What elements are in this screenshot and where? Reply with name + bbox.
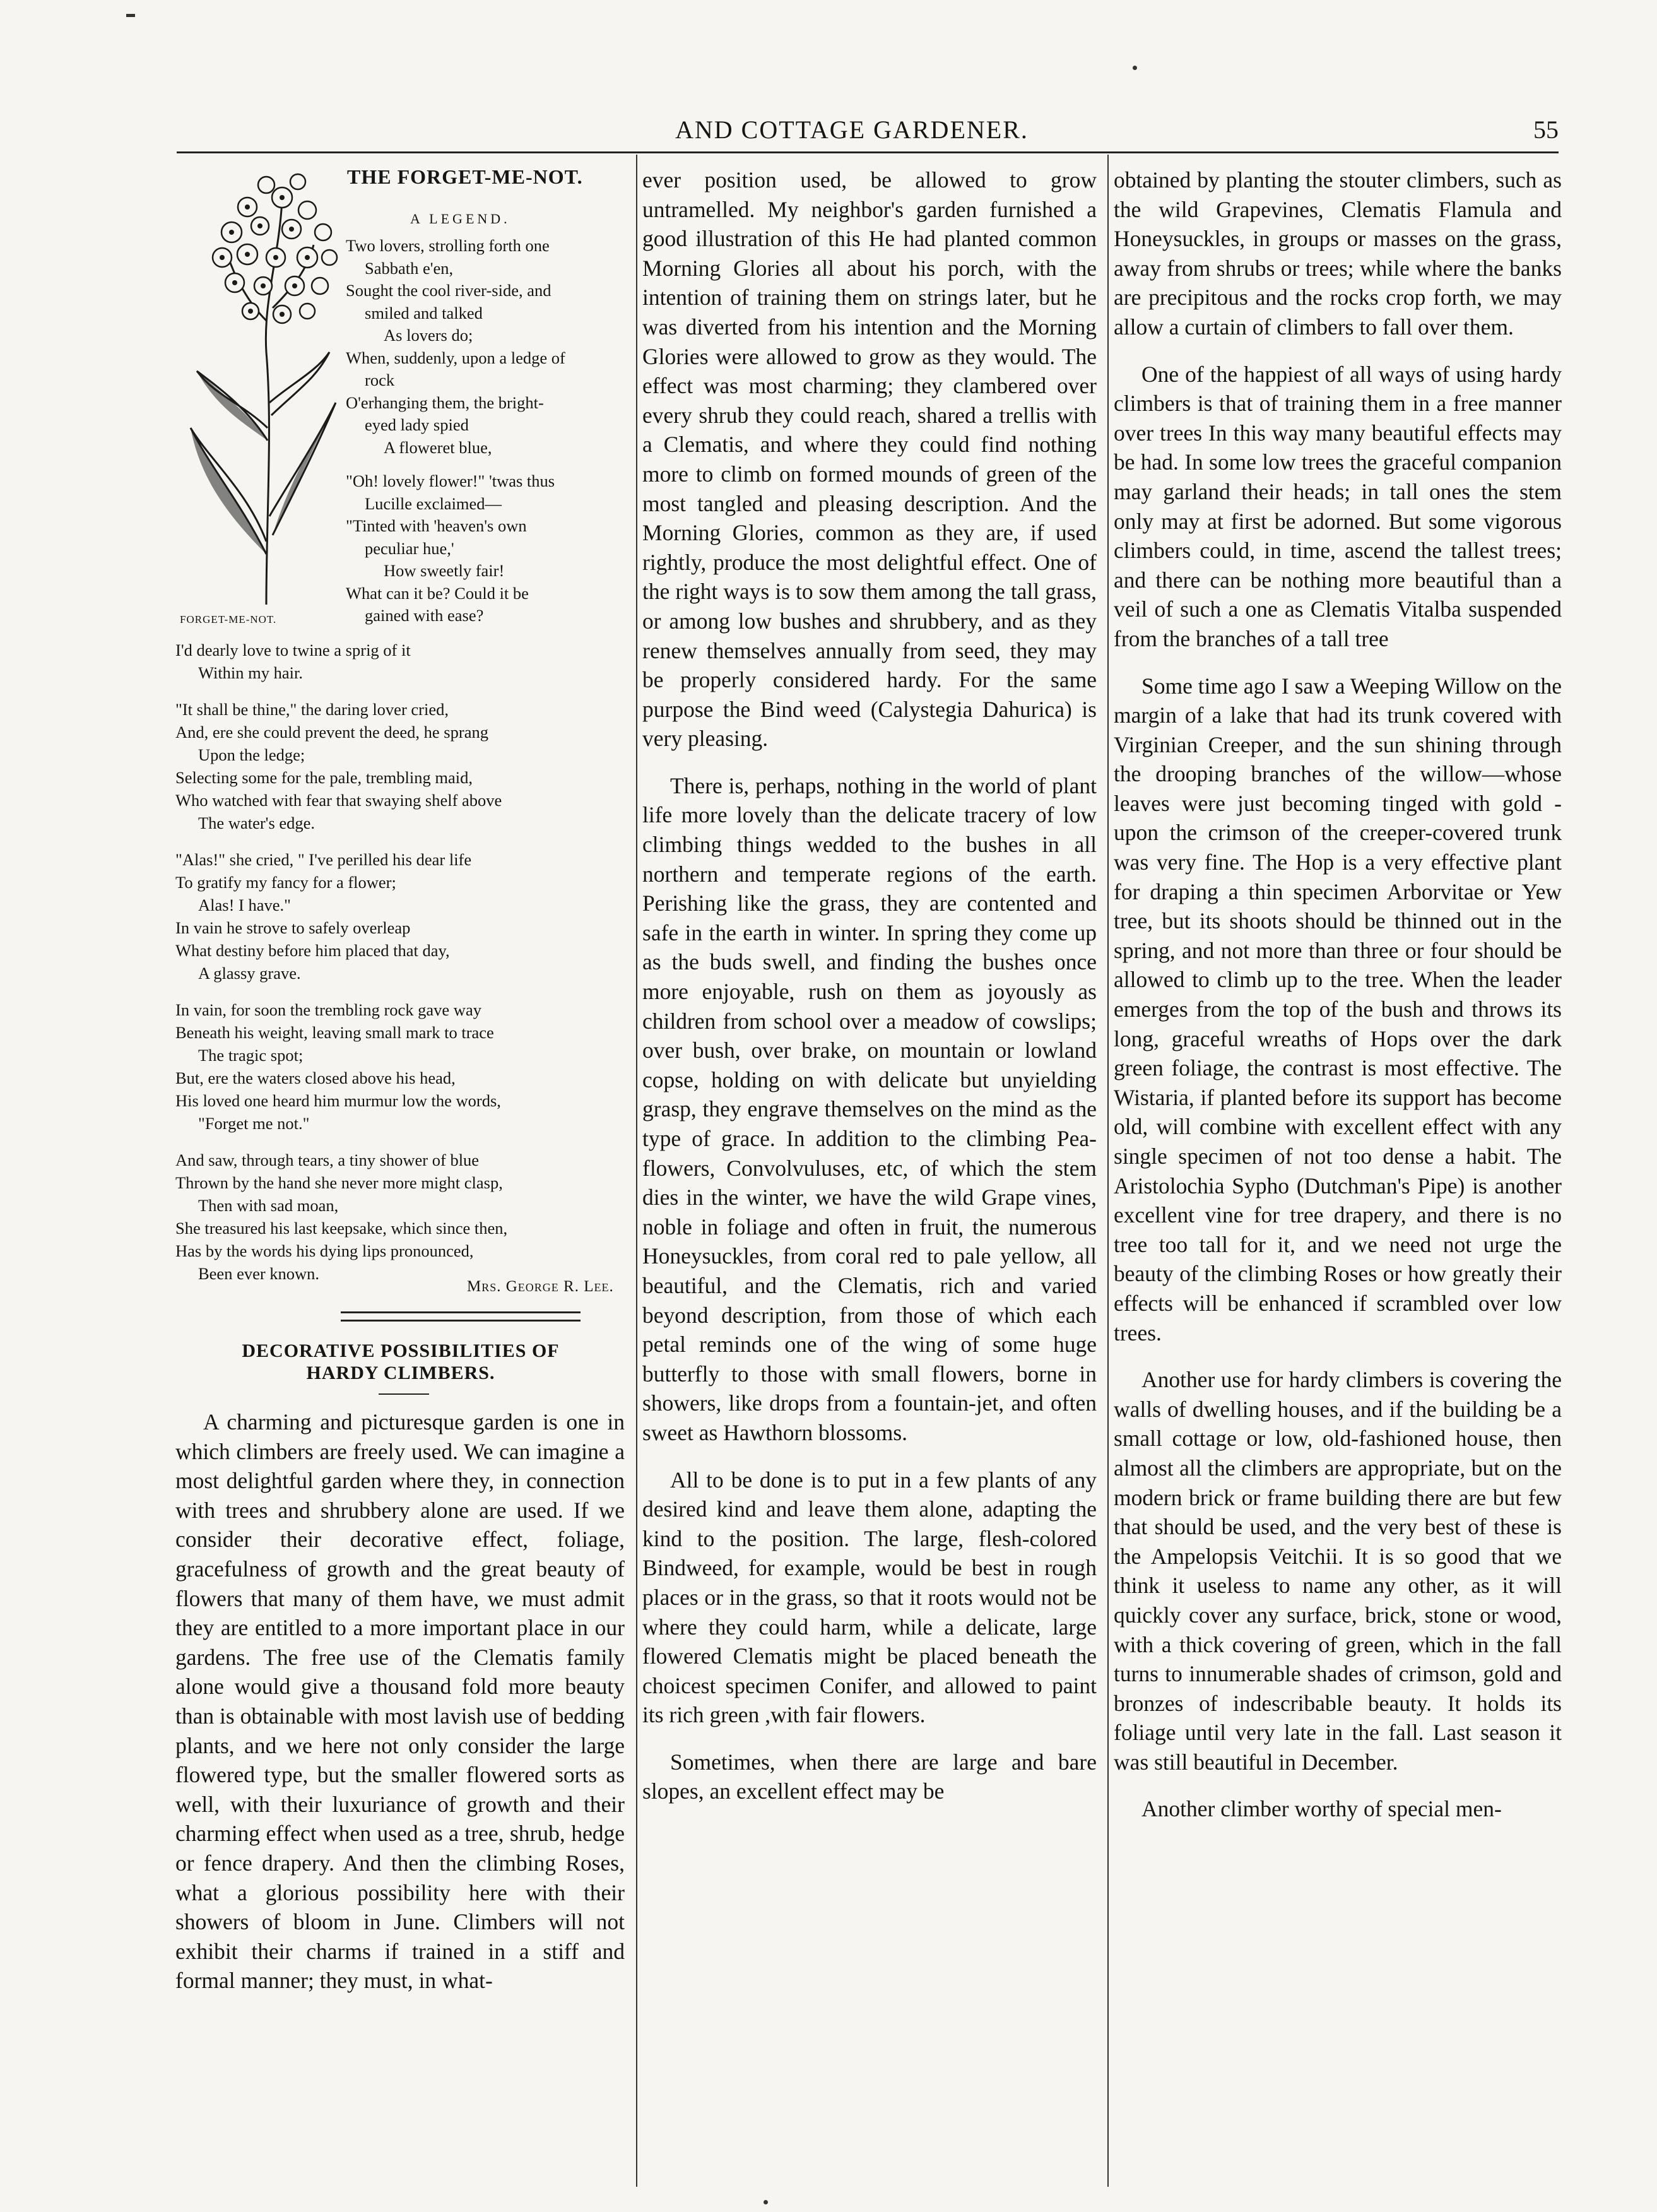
section-divider bbox=[341, 1311, 581, 1322]
title-rule bbox=[379, 1393, 429, 1395]
page-number: 55 bbox=[1533, 115, 1559, 144]
article-column-2 bbox=[642, 165, 1097, 1806]
poem-line: "It shall be thine," the daring lover cried, bbox=[175, 700, 449, 719]
article-column-3 bbox=[1114, 165, 1562, 1824]
poem-opening-stanza bbox=[346, 235, 623, 627]
poem-line: But, ere the waters closed above his head, bbox=[175, 1068, 456, 1087]
article-column-1 bbox=[175, 1407, 625, 1996]
poem-line: "Alas!" she cried, " I've perilled his dear life bbox=[175, 850, 472, 869]
article-title bbox=[177, 1340, 625, 1384]
poem-line: Upon the ledge; bbox=[198, 745, 305, 764]
poem-line: Been ever known. bbox=[198, 1264, 320, 1283]
article-title-line: DECORATIVE POSSIBILITIES OF bbox=[242, 1340, 560, 1361]
article-paragraph: A charming and picturesque garden is one in which climbers are freely used. We can imagine a most delightful garden where they, in connection with trees and shrubbery alone are used. If we consider their decorative effect, foliage, gracefulness of growth and the great beauty of flowers that many of them have, we must admit they are entitled to a more important place in our gardens. The free use of the Clematis family alone would give a thousand fold more beauty than is obtainable with most lavish use of bedding plants, and we here not only consider the large flowered type, but the smaller flowered sorts as well, with their luxuriance of growth and their charming effect when used as a tree, shrub, hedge or fence drapery. And then the climbing Roses, what a glorious possibility here with their showers of bloom in June. Climbers will not exhibit their charms if trained in a stiff and formal manner; they must, in what- bbox=[175, 1409, 625, 1994]
article-paragraph: Sometimes, when there are large and bare slopes, an excellent effect may be bbox=[642, 1749, 1097, 1804]
poem-line: When, suddenly, upon a ledge of bbox=[346, 348, 565, 367]
article-paragraph: ever position used, be allowed to grow untramelled. My neighbor's garden furnished a good illustration of this He had planted common Morning Glories all about his porch, with the intention of training them on strings later, but he was diverted from his intention and the Morning Glories were allowed to grow as they would. The effect was most charming; they clambered over every shrub they could reach, shared a trellis with a Clematis, and where they could find nothing more to climb on formed mounds of green of the most tangled and pleasing description. And the Morning Glories, common as they are, if used rightly, produce the most delightful effect. One of the right ways is to sow them among the tall grass, or among low bushes and shrubbery, and as they renew themselves annually from seed, they may be properly considered hardy. For the same purpose the Bind weed (Calystegia Dahurica) is very pleasing. bbox=[642, 167, 1097, 752]
poem-line: The tragic spot; bbox=[198, 1046, 304, 1065]
column-divider-1 bbox=[636, 155, 637, 2187]
poem-line: In vain, for soon the trembling rock gave way bbox=[175, 1000, 481, 1019]
article-paragraph: All to be done is to put in a few plants of any desired kind and leave them alone, adapting the kind to the position. The large, flesh-colored Bindweed, for example, would be best in rough places or in the grass, so that it roots would not be where they could harm, while a delicate, large flowered Clematis might be placed beneath the choicest specimen Conifer, and allowed to paint its rich green ,with fair flowers. bbox=[642, 1467, 1097, 1728]
poem-stanza bbox=[175, 698, 623, 834]
poem-line: smiled and talked bbox=[365, 303, 483, 322]
poem-line: rock bbox=[365, 370, 395, 389]
poem-line: As lovers do; bbox=[384, 326, 473, 345]
poem-line: gained with ease? bbox=[365, 606, 484, 625]
poem-line: Two lovers, strolling forth one bbox=[346, 236, 550, 255]
poem-line: And saw, through tears, a tiny shower of blue bbox=[175, 1150, 480, 1169]
article-paragraph: Another use for hardy climbers is covering the walls of dwelling houses, and if the building be a small cottage or low, old-fashioned house, then almost all the climbers are appropriate, but on the modern brick or frame building there are but few that should be used, and the very best of these is the Ampelopsis Veitchii. It is so good that we think it useless to name any other, as it will quickly cover any surface, brick, stone or wood, with a thick covering of green, which in the fall turns to innumerable shades of crimson, gold and bronzes of indescribable beauty. It holds its foliage until very late in the fall. Last season it was still beautiful in December. bbox=[1114, 1367, 1562, 1775]
poem-line: In vain he strove to safely overleap bbox=[175, 918, 411, 937]
poem-stanza bbox=[175, 639, 623, 684]
poem-line: A glassy grave. bbox=[198, 964, 301, 983]
poem-line: "Forget me not." bbox=[198, 1114, 310, 1133]
article-paragraph: obtained by planting the stouter climbers, such as the wild Grapevines, Clematis Flamula and Honeysuckles, in groups or masses on the grass, away from shrubs or trees; while where the banks are precipitous and the rocks crop forth, we may allow a curtain of climbers to fall over them. bbox=[1114, 167, 1562, 340]
poem-title: THE FORGET-ME-NOT. bbox=[347, 165, 583, 188]
article-paragraph: Some time ago I saw a Weeping Willow on the margin of a lake that had its trunk covered with Virginian Creeper, and the sun shining through the drooping branches of the willow—whose leaves were just becoming tinged with gold - upon the crimson of the creeper-covered trunk was very fine. The Hop is a very effective plant for draping a thin specimen Arborvitae or Yew tree, but its shoots should be thinned out in the spring, and not more than three or four should be allowed to climb up to the tree. When the leader emerges from the top of the bush and throws its long, graceful wreaths of Hops over the dark green foliage, the contrast is most effective. The Wistaria, if planted before its support has become old, will combine with excellent effect with any single specimen of not too dense a habit. The Aristolochia Sypho (Dutchman's Pipe) is another excellent vine for tree drapery, and there is no tree too tall for it, and we need not urge the beauty of the climbing Roses or how greatly their effects will be enhanced if scrambled over low trees. bbox=[1114, 673, 1562, 1346]
poem-line: Who watched with fear that swaying shelf above bbox=[175, 791, 502, 810]
poem-line: I'd dearly love to twine a sprig of it bbox=[175, 641, 411, 659]
page-header bbox=[170, 115, 1559, 146]
header-rule bbox=[177, 151, 1559, 153]
article-title-line: HARDY CLIMBERS. bbox=[306, 1363, 495, 1383]
forget-me-not-illustration bbox=[172, 163, 348, 611]
poem-line: His loved one heard him murmur low the words, bbox=[175, 1091, 501, 1110]
poem-signature: Mrs. George R. Lee. bbox=[467, 1278, 614, 1295]
print-speck bbox=[1133, 66, 1137, 70]
poem-line: What destiny before him placed that day, bbox=[175, 941, 450, 960]
poem-stanzas bbox=[175, 639, 623, 1299]
poem-line: Alas! I have." bbox=[198, 896, 291, 914]
poem-line: To gratify my fancy for a flower; bbox=[175, 873, 396, 892]
poem-line: Sabbath e'en, bbox=[365, 258, 454, 278]
poem-line: Lucille exclaimed— bbox=[365, 494, 502, 513]
poem-line: And, ere she could prevent the deed, he sprang bbox=[175, 723, 488, 742]
poem-line: "Tinted with 'heaven's own bbox=[346, 516, 527, 535]
poem-line: She treasured his last keepsake, which since then, bbox=[175, 1219, 508, 1238]
poem-line: O'erhanging them, the bright- bbox=[346, 393, 544, 412]
poem-stanza bbox=[175, 848, 623, 985]
poem-line: Within my hair. bbox=[198, 663, 304, 682]
poem-line: Has by the words his dying lips pronounced, bbox=[175, 1241, 474, 1260]
poem-line: How sweetly fair! bbox=[384, 561, 505, 580]
poem-line: What can it be? Could it be bbox=[346, 583, 529, 603]
print-speck bbox=[126, 14, 135, 17]
poem-stanza bbox=[175, 998, 623, 1135]
poem-stanza bbox=[175, 1149, 623, 1285]
running-head: AND COTTAGE GARDENER. bbox=[675, 115, 1029, 144]
poem-subtitle: A LEGEND. bbox=[410, 211, 510, 227]
figure-caption: FORGET-ME-NOT. bbox=[180, 613, 277, 625]
poem-line: Thrown by the hand she never more might clasp, bbox=[175, 1173, 503, 1192]
poem-line: "Oh! lovely flower!" 'twas thus bbox=[346, 471, 555, 490]
poem-line: Then with sad moan, bbox=[198, 1196, 339, 1215]
article-paragraph: One of the happiest of all ways of using hardy climbers is that of training them in a free manner over trees In this way many beautiful effects may be had. In some low trees the graceful companion may garland their heads; in tall ones the stem only may at first be adorned. But some vigorous climbers could, in time, ascend the tallest trees; and there can be nothing more beautiful than a veil of such a one as Clematis Vitalba suspended from the branches of a tall tree bbox=[1114, 361, 1562, 651]
poem-line: The water's edge. bbox=[198, 813, 315, 832]
poem-line: Selecting some for the pale, trembling maid, bbox=[175, 768, 473, 787]
poem-line: Sought the cool river-side, and bbox=[346, 281, 551, 300]
poem-line: Beneath his weight, leaving small mark to trace bbox=[175, 1023, 494, 1042]
column-divider-2 bbox=[1107, 155, 1109, 2187]
article-paragraph: Another climber worthy of special men- bbox=[1141, 1796, 1502, 1822]
poem-line: peculiar hue,' bbox=[365, 538, 454, 558]
article-paragraph: There is, perhaps, nothing in the world of plant life more lovely than the delicate tracery of low climbing things wedded to the bushes in all northern and temperate regions of the earth. Perishing like the grass, they are contented and safe in the earth in winter. In spring they come up as the buds swell, and finding the bushes once more enjoyable, rush on them as joyously as children from school over a meadow of cowslips; over bush, over brake, on mountain or lowland copse, holding on with delicate but unyielding grasp, they engrave themselves on the mind as the type of grace. In addition to the climbing Pea-flowers, Convolvuluses, etc, of which the stem dies in the winter, we have the wild Grape vines, noble in foliage and often in fruit, the numerous Honeysuckles, from coral red to pale yellow, all beautiful, and the Clematis, rich and varied beyond description, from those of which each petal reminds one of the wing of some huge butterfly to those with small flowers, borne in showers, like drops from a fountain-jet, and often sweet as Hawthorn blossoms. bbox=[642, 772, 1097, 1445]
poem-line: A floweret blue, bbox=[384, 437, 492, 457]
poem-line: eyed lady spied bbox=[365, 415, 469, 434]
print-speck bbox=[764, 2200, 768, 2204]
